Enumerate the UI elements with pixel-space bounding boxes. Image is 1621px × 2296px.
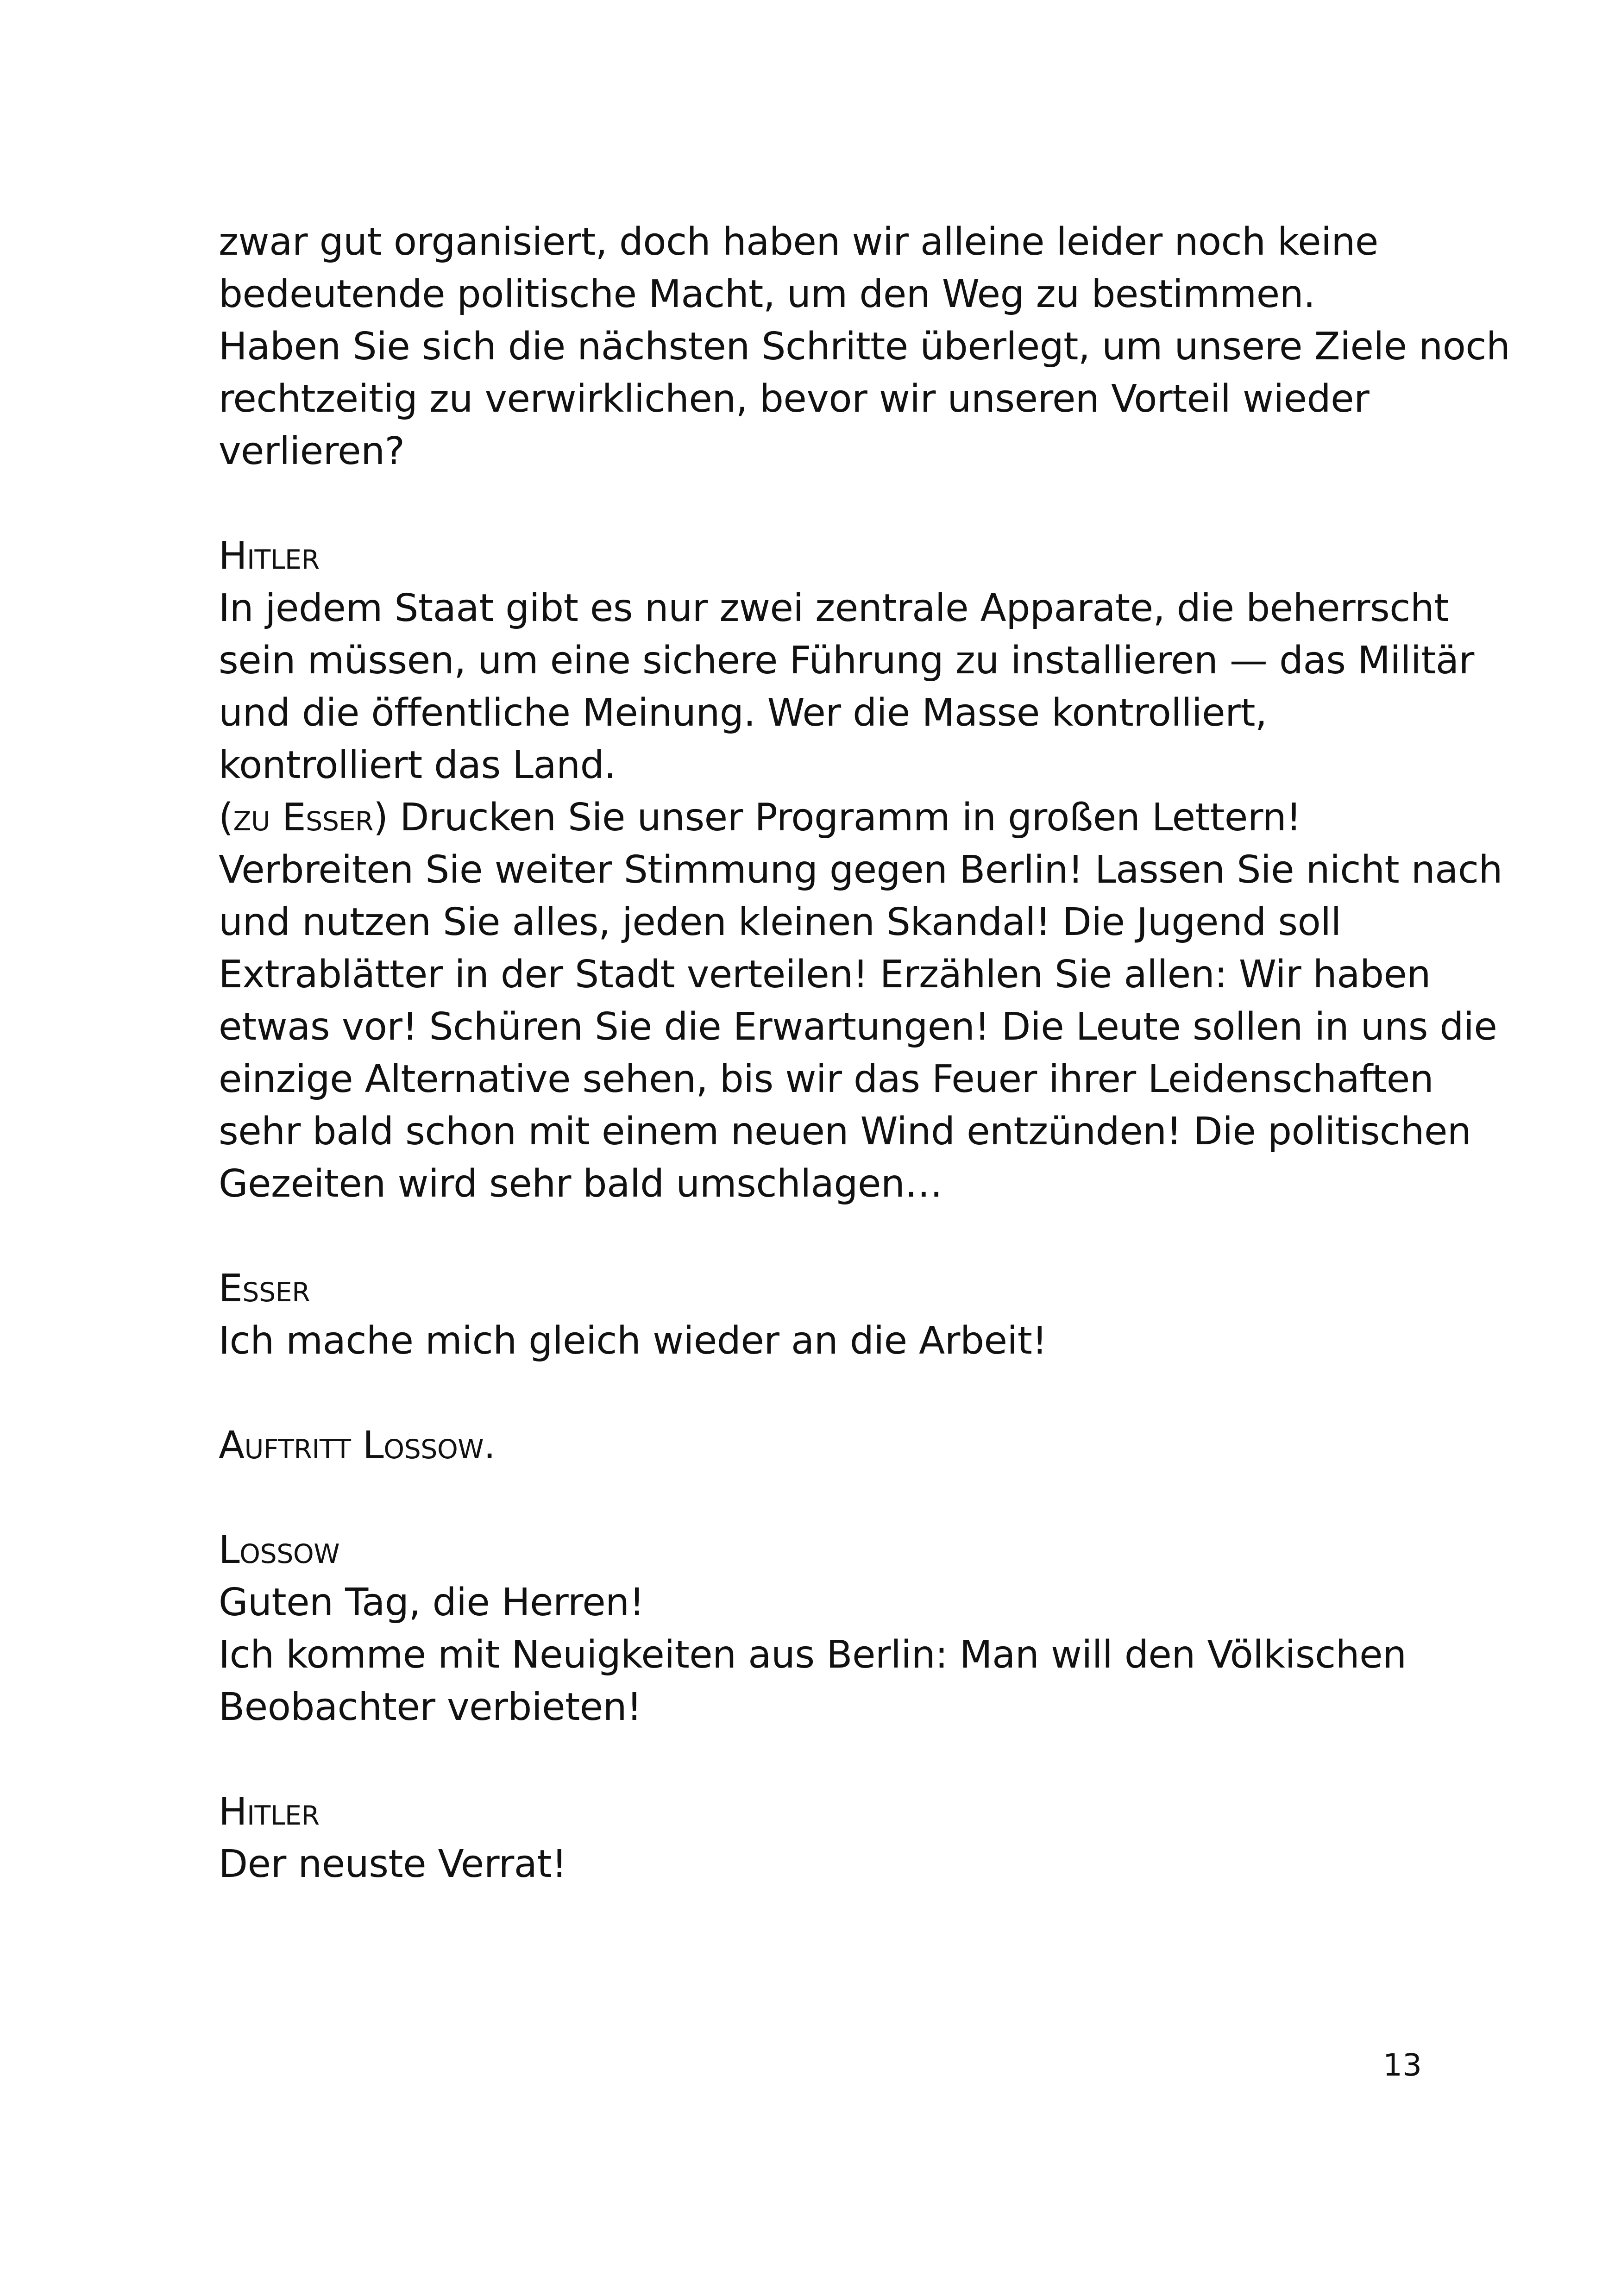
text-line: bedeutende politische Macht, um den Weg zu bestimmen. [219,272,1315,316]
text-line: kontrolliert das Land. [219,743,616,787]
text-line: rechtzeitig zu verwirklichen, bevor wir unseren Vorteil wieder [219,377,1370,421]
intro-passage [219,216,1510,477]
text-line: Haben Sie sich die nächsten Schritte überlegt, um unsere Ziele noch [219,325,1510,369]
speech-hitler-1 [219,530,1502,1210]
text-line: In jedem Staat gibt es nur zwei zentrale Apparate, die beherrscht [219,586,1449,630]
text-line: und nutzen Sie alles, jeden kleinen Skandal! Die Jugend soll [219,900,1341,944]
speech-lossow [219,1524,1432,1733]
text-line [219,791,1432,844]
text-line: Ich komme mit Neuigkeiten aus Berlin: Man will den Völkischen [219,1633,1407,1677]
text-line: zwar gut organisiert, doch haben wir alleine leider noch keine [219,220,1378,264]
text-line: etwas vor! Schüren Sie die Erwartungen! Die Leute sollen in uns die [219,1005,1497,1049]
text-line: Extrablätter in der Stadt verteilen! Erzählen Sie allen: Wir haben [219,953,1431,997]
spacer [219,1733,1432,1786]
text-span: Drucken Sie unser Programm in großen Lettern! [388,796,1301,840]
text-line: Beobachter verbieten! [219,1685,642,1729]
text-line: Gezeiten wird sehr bald umschlagen… [219,1162,942,1206]
text-line: sehr bald schon mit einem neuen Wind entzünden! Die politischen [219,1110,1471,1154]
speech-esser [219,1262,1432,1367]
spacer [219,1472,1432,1524]
stage-direction: Auftritt Lossow. [219,1424,496,1468]
text-line: Ich mache mich gleich wieder an die Arbeit! [219,1319,1047,1363]
text-line: Verbreiten Sie weiter Stimmung gegen Berlin! Lassen Sie nicht nach [219,848,1502,892]
speaker-name: Esser [219,1267,310,1311]
text-line: Guten Tag, die Herren! [219,1581,645,1625]
spacer [219,477,1432,530]
text-line: und die öffentliche Meinung. Wer die Masse kontrolliert, [219,691,1267,735]
speaker-name: Lossow [219,1528,340,1572]
page-number: 13 [1383,2047,1422,2083]
speech-hitler-2 [219,1786,1432,1890]
stage-direction-inline: (zu Esser) [219,796,388,840]
text-line: Der neuste Verrat! [219,1842,567,1886]
play-text [219,216,1510,1890]
speaker-name: Hitler [219,1790,320,1834]
text-line: sein müssen, um eine sichere Führung zu installieren — das Militär [219,639,1474,683]
speaker-name: Hitler [219,534,320,578]
spacer [219,1210,1432,1262]
spacer [219,1367,1432,1419]
text-line: verlieren? [219,429,405,473]
text-line: einzige Alternative sehen, bis wir das Feuer ihrer Leidenschaften [219,1057,1434,1101]
